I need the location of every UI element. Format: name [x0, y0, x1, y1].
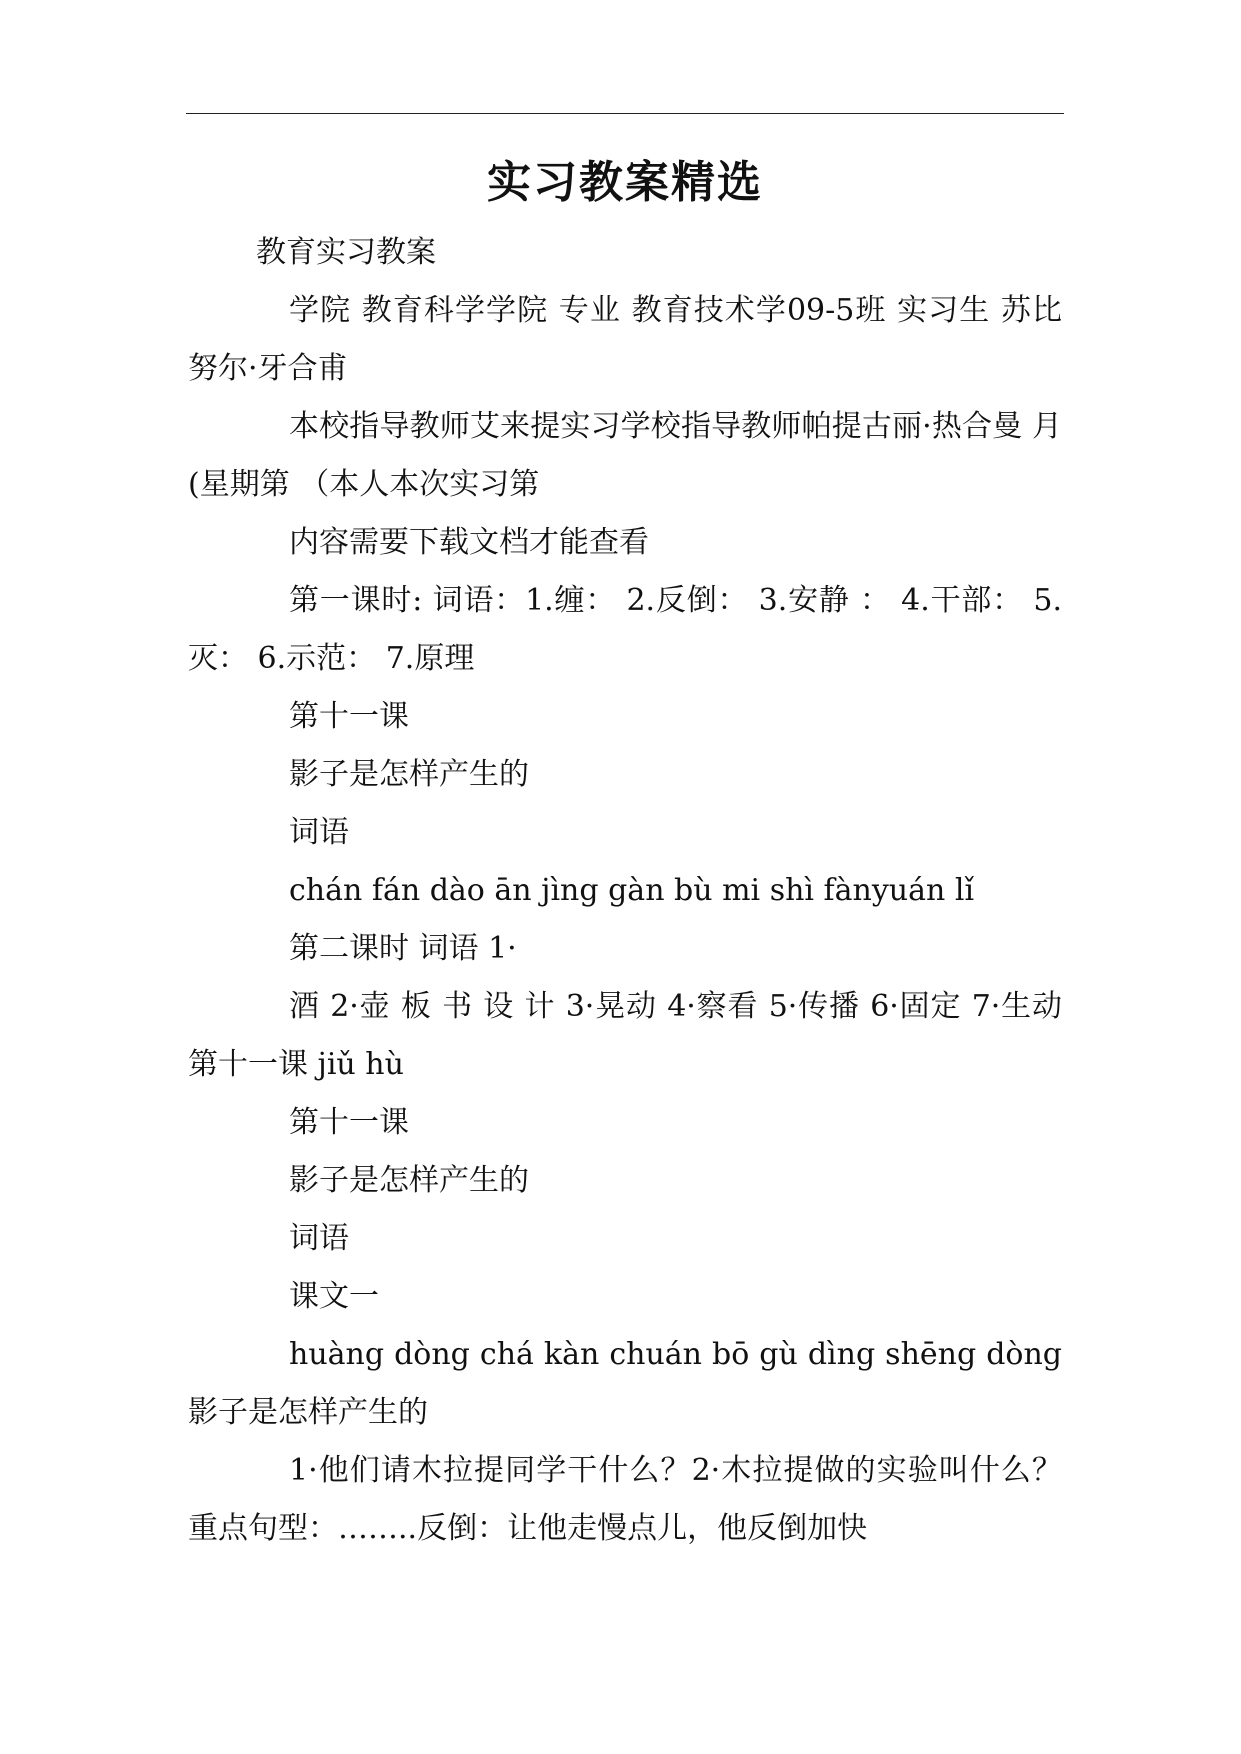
paragraph-lesson-number: 第十一课	[289, 699, 409, 734]
header-rule	[186, 113, 1064, 114]
document-body	[188, 224, 1062, 1558]
paragraph-download-notice: 内容需要下载文档才能查看	[289, 525, 649, 560]
paragraph-supervisors: 本校指导教师艾来提实习学校指导教师帕提古丽·热合曼 月 (星期第 （本人本次实习第	[188, 409, 1062, 502]
paragraph-first-lesson-words: 第一课时: 词语：1.缠： 2.反倒： 3.安静 ： 4.干部： 5.灭： 6.示范： 7.原理	[188, 583, 1062, 676]
document-title: 实习教案精选	[487, 157, 763, 208]
paragraph-second-lesson: 第二课时 词语 1·	[289, 931, 517, 966]
paragraph-lesson-title-2: 影子是怎样产生的	[289, 1163, 529, 1198]
paragraph-text-one: 课文一	[289, 1279, 379, 1314]
paragraph-lesson-title: 影子是怎样产生的	[289, 757, 529, 792]
paragraph-questions: 1·他们请木拉提同学干什么？2·木拉提做的实验叫什么？重点句型：……..反倒：让他走慢点儿，他反倒加快	[188, 1453, 1062, 1546]
paragraph-vocabulary-label-2: 词语	[289, 1221, 349, 1256]
paragraph-lesson-number-2: 第十一课	[289, 1105, 409, 1140]
paragraph-heading: 教育实习教案	[256, 235, 436, 270]
paragraph-pinyin-1: chán fán dào ān jìng gàn bù mi shì fànyuán lǐ	[289, 873, 975, 908]
paragraph-vocabulary-label: 词语	[289, 815, 349, 850]
paragraph-board-design: 酒 2·壶 板 书 设 计 3·晃动 4·察看 5·传播 6·固定 7·生动 第十一课 jiǔ hù	[188, 989, 1062, 1082]
paragraph-college-info: 学院 教育科学学院 专业 教育技术学09-5班 实习生 苏比努尔·牙合甫	[188, 293, 1062, 386]
paragraph-pinyin-2: huàng dòng chá kàn chuán bō gù dìng shēng dòng 影子是怎样产生的	[188, 1337, 1062, 1430]
